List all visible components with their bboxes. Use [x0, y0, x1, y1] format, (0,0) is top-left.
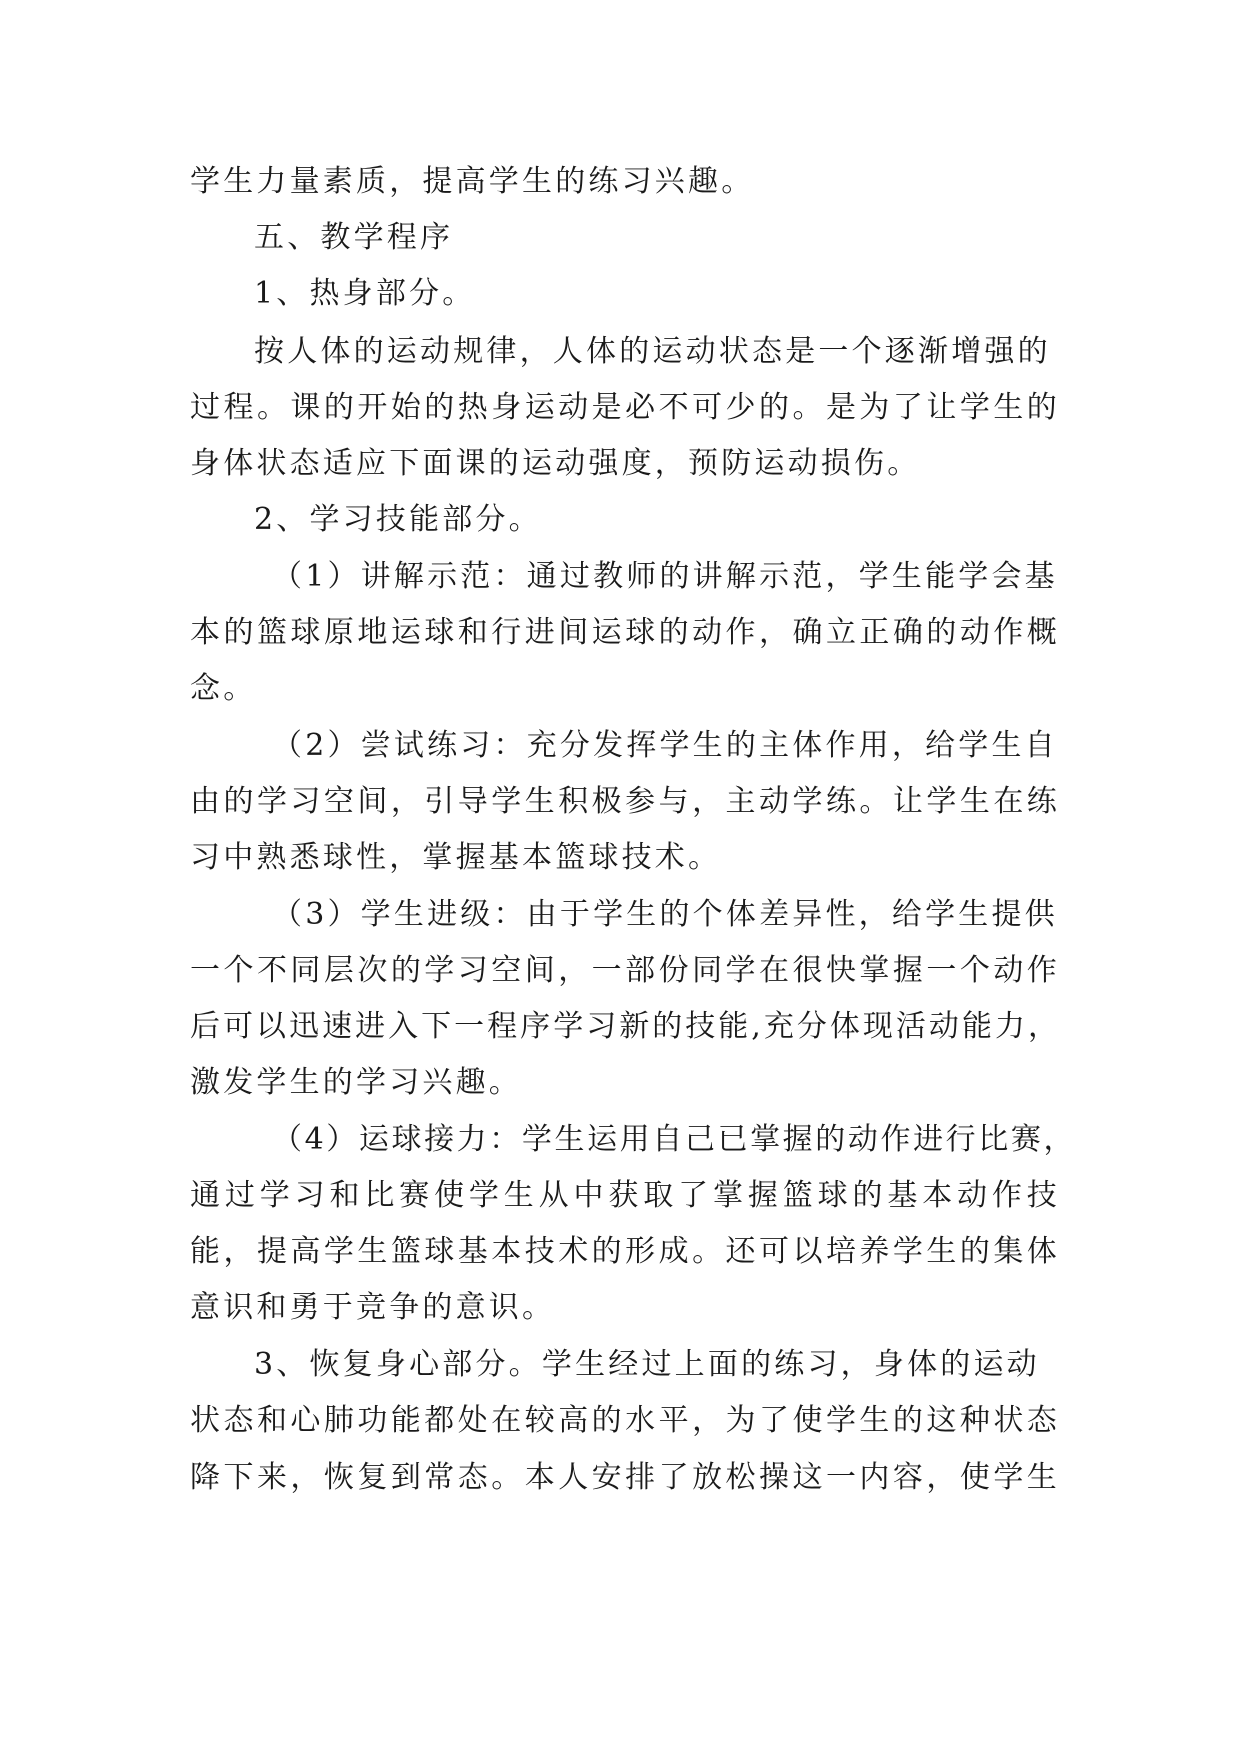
- subsection-heading: 2、学习技能部分。: [254, 502, 542, 537]
- text-line: 3、恢复身心部分。学生经过上面的练习，身体的运动: [254, 1347, 1040, 1382]
- text-line: 一个不同层次的学习空间，一部份同学在很快掌握一个动作: [190, 953, 1060, 988]
- text-line: 降下来，恢复到常态。本人安排了放松操这一内容，使学生: [190, 1460, 1060, 1495]
- text-line: 由的学习空间，引导学生积极参与，主动学练。让学生在练: [190, 784, 1060, 819]
- text-line: （4）运球接力：学生运用自己已掌握的动作进行比赛，: [272, 1122, 1077, 1157]
- text-line: 身体状态适应下面课的运动强度，预防运动损伤。: [190, 446, 921, 481]
- text-line: （2）尝试练习：充分发挥学生的主体作用，给学生自: [272, 728, 1058, 763]
- text-line: （3）学生进级：由于学生的个体差异性，给学生提供: [272, 897, 1058, 932]
- text-line: 习中熟悉球性，掌握基本篮球技术。: [190, 840, 722, 875]
- text-line: 按人体的运动规律，人体的运动状态是一个逐渐增强的: [254, 334, 1051, 369]
- text-line: 状态和心肺功能都处在较高的水平，为了使学生的这种状态: [190, 1403, 1060, 1438]
- subsection-heading: 1、热身部分。: [254, 276, 476, 311]
- text-line: 本的篮球原地运球和行进间运球的动作，确立正确的动作概: [190, 615, 1060, 650]
- text-line: 通过学习和比赛使学生从中获取了掌握篮球的基本动作技: [190, 1178, 1060, 1213]
- section-heading: 五、教学程序: [254, 220, 454, 255]
- text-line: 能，提高学生篮球基本技术的形成。还可以培养学生的集体: [190, 1234, 1060, 1269]
- text-line: 后可以迅速进入下一程序学习新的技能,充分体现活动能力，: [190, 1009, 1060, 1044]
- text-line: 意识和勇于竞争的意识。: [190, 1290, 556, 1325]
- text-line: 学生力量素质，提高学生的练习兴趣。: [190, 164, 755, 199]
- text-line: 念。: [190, 671, 257, 706]
- text-line: （1）讲解示范：通过教师的讲解示范，学生能学会基: [272, 559, 1058, 594]
- text-line: 过程。课的开始的热身运动是必不可少的。是为了让学生的: [190, 390, 1060, 425]
- text-line: 激发学生的学习兴趣。: [190, 1065, 522, 1100]
